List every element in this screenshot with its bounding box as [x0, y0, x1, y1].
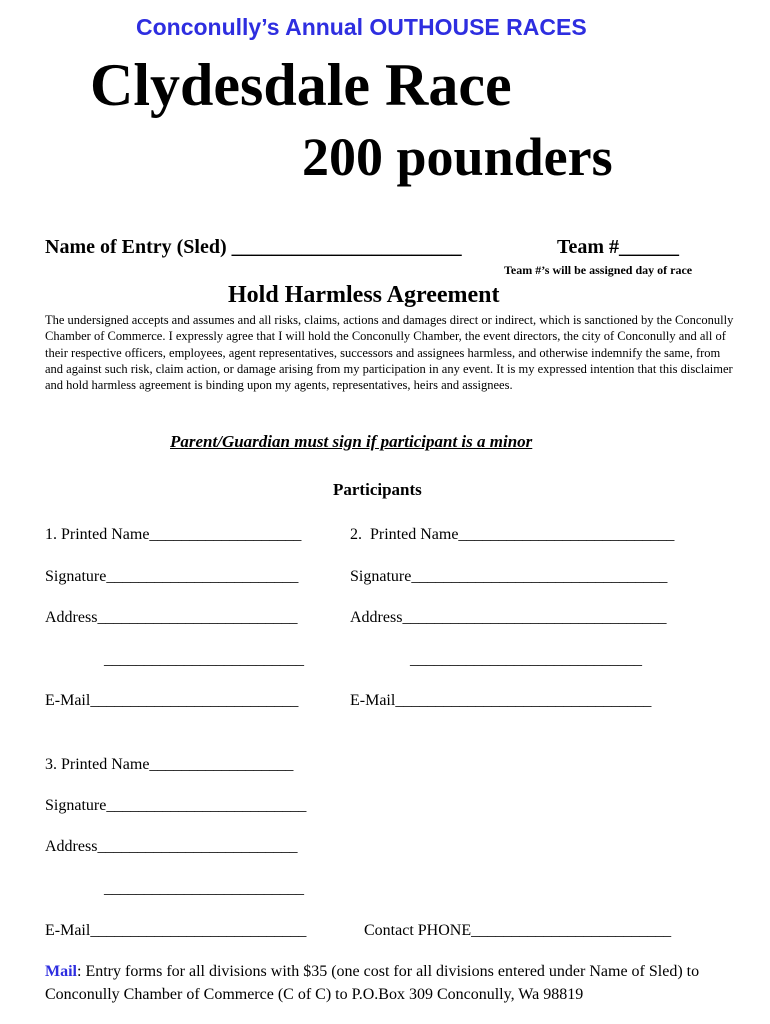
participant1-address2-field[interactable]: _________________________: [104, 651, 304, 668]
participant2-printed-name-field[interactable]: 2. Printed Name___________________________: [350, 526, 675, 543]
participant1-signature-field[interactable]: Signature________________________: [45, 568, 299, 585]
participant3-printed-name-field[interactable]: 3. Printed Name__________________: [45, 756, 294, 773]
participant2-address-field[interactable]: Address_________________________________: [350, 609, 667, 626]
agreement-title: Hold Harmless Agreement: [228, 282, 500, 308]
participants-heading: Participants: [333, 480, 422, 499]
participant2-address2-field[interactable]: _____________________________: [410, 651, 642, 668]
participant1-email-field[interactable]: E-Mail__________________________: [45, 692, 299, 709]
guardian-note: Parent/Guardian must sign if participant is a minor: [170, 432, 533, 451]
participant1-address-field[interactable]: Address_________________________: [45, 609, 298, 626]
participant3-email-field[interactable]: E-Mail___________________________: [45, 922, 307, 939]
team-number-field[interactable]: Team #______: [557, 236, 680, 258]
mail-instructions: [45, 960, 735, 1006]
participant3-address-field[interactable]: Address_________________________: [45, 838, 298, 855]
agreement-text: The undersigned accepts and assumes and all risks, claims, actions and damages direct or indirect, which is sanctioned by the Conconully Chamber of Commerce. I expressly agree that I will hold the Conconully Chamber, the event directors, the city of Conconully and all of their respective officers, employees, agent representatives, successors and assignees harmless, and otherwise indemnify the same, from and against such risk, claim action, or damage arising from my participation in any event. It is my expressed intention that this disclaimer and hold harmless agreement is binding upon my agents, representatives, heirs and assignees.: [45, 313, 734, 393]
participant3-address2-field[interactable]: _________________________: [104, 880, 304, 897]
participant3-signature-field[interactable]: Signature_________________________: [45, 797, 307, 814]
entry-name-field[interactable]: Name of Entry (Sled) _______________________: [45, 236, 462, 258]
page-title: Clydesdale Race: [90, 52, 512, 118]
participant2-email-field[interactable]: E-Mail________________________________: [350, 692, 652, 709]
mail-text: : Entry forms for all divisions with $35 (one cost for all divisions entered under Name of Sled) to Conconully Chamber of Commerce (C of C) to P.O.Box 309 Conconully, Wa 98819: [45, 963, 700, 1003]
contact-phone-field[interactable]: Contact PHONE_________________________: [364, 922, 672, 939]
participant2-signature-field[interactable]: Signature________________________________: [350, 568, 668, 585]
team-number-note: Team #’s will be assigned day of race: [504, 263, 693, 277]
mail-label: Mail: [45, 963, 77, 980]
page-subtitle: 200 pounders: [302, 127, 613, 187]
event-title: Conconully’s Annual OUTHOUSE RACES: [136, 14, 587, 40]
participant1-printed-name-field[interactable]: 1. Printed Name___________________: [45, 526, 302, 543]
